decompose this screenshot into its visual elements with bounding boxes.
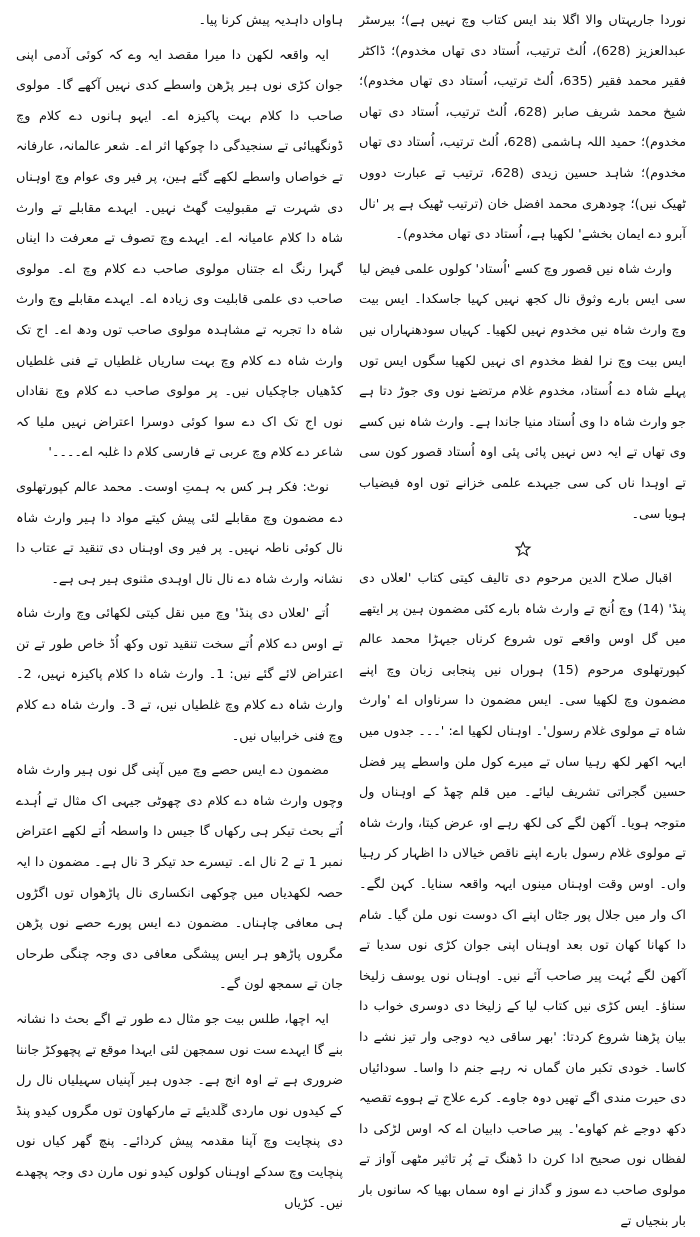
paragraph-continuation: ہاواں داہدیہ پیش کرنا پیا۔ — [198, 13, 343, 28]
paragraph-purpose: ایہ واقعہ لکھن دا میرا مقصد ایہ وے کہ کوئی آدمی اپنی جوان کڑی نوں ہیر پڑھن واسطے کدی نہیں آکھے گا۔ مولوی صاحب دا کلام بہت پاکیزہ اے۔ ایہو ہانوں دے کلام وچ ڈونگھیائی تے سنجیدگی دا چوکھا اثر اے۔ شعر عالمانہ، عارفانہ تے خواصاں واسطے لکھے گئے ہین، پر فیر وی عوام وچ اوہناں دی شہرت تے مقبولیت گھٹ نہیں۔ ایہدے مقابلے تے وارث شاہ دا کلام عامیانہ اے۔ ایہدے وچ تصوف تے معرفت دا ایناں گہرا رنگ اے جتناں مولوی صاحب دے کلام وچ اے۔ مولوی صاحب دی علمی قابلیت وی زیادہ اے۔ ایہدے مقابلے وچ وارث شاہ دا تجربہ تے مشاہدہ مولوی صاحب توں ودھ اے۔ اج تک وارث شاہ دے کلام وچ بہت ساریاں غلطیاں تے فنی غلطیاں کڈھیاں جاچکیاں نیں۔ پر مولوی صاحب دے کلام وچ نقاداں نوں اج تک اک دے سوا کوئی دوسرا اعتراض نہیں ملیا کہ شاعر دے کلام وچ عربی تے فارسی کلام دا غلبہ اے۔۔۔۔' — [16, 47, 343, 461]
paragraph-apology: مضمون دے ایس حصے وچ میں آپنی گل نوں ہیر وارث شاہ وچوں وارث شاہ دے کلام دی چھوٹی جیہی اک مثال تے اُہدے اُتے بحث تیکر ہی رکھاں گا جیس دا واسطہ اُتے لکھے اعتراض نمبر 1 تے 2 نال اے۔ تیسرے حد تیکر 3 نال ہے۔ مضمون دا ایہ حصہ لکھدیاں میں چوکھی انکساری نال پاڑھواں توں اگڑوں ہی معافی چاہناں۔ مضمون دے ایس پورے حصے نوں پڑھن مگروں پاڑھو ہر ایس پیشگی معافی دی وجہ چنگی طرحاں جان تے سمجھ لون گے۔ — [16, 763, 343, 993]
paragraph-laalan-di-pand: اقبال صلاح الدین مرحوم دی تالیف کیتی کتاب 'لعلاں دی پنڈ' (14) وچ اُنج تے وارث شاہ بارے کئی مضمون ہین پر ایتھے میں گل اوس واقعے توں شروع کرناں جیہڑا محمد عالم کپورتھلوی مرحوم (15) ہوراں نیں پنجابی زبان وچ اپنے مضمون وچ لکھیا سی۔ ایس مضمون دا سرناواں اے 'وارث شاہ تے مولوی غلام رسول'۔ اوہناں لکھیا اے: '۔۔۔ جدوں میں ایہہ اکھر لکھ رہیا ساں تے میرے کول ملن واسطے پیر فضل حسین گجراتی تشریف لیائے۔ میں قلم چھڈ کے اوہناں ول متوجہ ہویا۔ آکھن لگے کی لکھ رہے او، عرض کیتا، وارث شاہ تے مولوی غلام رسول بارے اپنے ناقص خیالاں دا اظہار کر رہیا واں۔ اوس وقت اوہناں مینوں ایہہ واقعہ سنایا۔ کہن لگے۔ اک وار میں جلال پور جٹاں اپنے اک دوست نوں ملن گیا۔ شام دا کھانا کھان توں بعد اوہناں اپنی جوان کڑی نوں سدیا تے آکھن لگے بُہت پیر صاحب آئے نیں۔ اوہناں نوں یوسف زلیخا سناؤ۔ ایس کڑی نیں کتاب لیا کے زلیخا دی دوسری خواب دا بیان پڑھنا شروع کردتا: 'بھر ساقی دیہ دوجی وار تیز نشے دا کاسا۔ خودی تکبر مان گماں نہ رہے جنم دا واسا۔ سودائیاں دی حیرت مندی اگے تھیں دوہ جاوے۔ کرے علاج تے ہووے تقصیہ دکھ دوجے غم کھاوے'۔ پیر صاحب دابیان اے کہ اوس لڑکی دا لفظاں نوں صحیح ادا کرن دا ڈھنگ تے پُر تاثیر مٹھی آواز تے مولوی صاحب دے سوز و گداز نے اوہ سماں بھیا کہ سانوں بار بار بنجیاں تے — [359, 571, 686, 1229]
paragraph-objections: اُتے 'لعلاں دی پنڈ' وچ میں نقل کیتی لکھائی وچ وارث شاہ تے اوس دے کلام اُتے سخت تنقید توں وکھ اُڈ خاص طور تے تن اعتراض لائے گئے نیں: 1۔ وارث شاہ دا کلام پاکیزہ نہیں، 2۔ وارث شاہ دے کلام وچ غلطیاں نیں، تے 3۔ وارث شاہ دے کلام وچ فنی خرابیاں نیں۔ — [16, 606, 344, 744]
paragraph-citations: نوردا جاریہتاں والا اگلا بند ایس کتاب وچ نہیں ہے)؛ بیرسٹر عبدالعزیز (628)، اُلٹ ترتیب، اُستاد دی تھاں مخدوم)؛ ڈاکٹر فقیر محمد فقیر (635، اُلٹ ترتیب، اُستاد دی تھاں مخدوم)؛ شیخ محمد شریف صابر (628، اُلٹ ترتیب، اُستاد دی تھاں مخدوم)؛ حمید اللہ ہاشمی (628، اُلٹ ترتیب، اُستاد دی تھاں مخدوم)؛ شاہد حسین زیدی (628، ترتیب تے عبارت دووں ٹھیک نیں)؛ چودھری محمد افضل خان (ترتیب ٹھیک ہے پر 'نال آبرو دے ایمان بخشے' لکھیا ہے، اُستاد دی تھاں مخدوم)۔ — [359, 13, 686, 243]
paragraph-note: نوٹ: فکر ہر کس بہ ہمتِ اوست۔ محمد عالم کپورتھلوی دے مضمون وچ مقابلے لئی پیش کیتے مواد دا ہیر وارث شاہ نال کوئی ناطہ نہیں۔ پر فیر وی اوہناں دی تنقید تے عتاب دا نشانہ وارث شاہ دے نال نال اوہدی مثنوی ہیر ہی ہے۔ — [16, 479, 343, 587]
section-separator — [359, 534, 686, 564]
right-column — [359, 6, 686, 1229]
paragraph-ustad-qasoor: وارث شاہ نیں قصور وچ کسے 'اُستاد' کولوں علمی فیض لیا سی ایس بارے وثوق نال کجھ نہیں کہیا جاسکدا۔ ایس بیت وچ وارث شاہ نیں مخدوم نہیں لکھیا۔ کہیاں سودھنہاراں نیں ایس بیت وچ نرا لفظ مخدوم ای نہیں لکھیا سگوں ایس توں پہلے شاہ دے اُستاد، مخدوم غلام مرتضےٰ نوں وی جوڑ دتا ہے جو وارث شاہ دا وی اُستاد منیا جاندا ہے۔ وارث شاہ نیں کسے وی تھاں تے ایہ دس نہیں پائی پئی اوہ اُستاد قصور کون سی تے اوہدا ناں کی سی جیہدے علمی خزانے توں اوہ فیضیاب ہویا سی۔ — [359, 261, 686, 522]
left-column — [16, 6, 344, 1211]
paragraph-context: ایہ اچھا، طلس بیت جو مثال دے طور تے اگے بحث دا نشانہ بنے گا ایہدے ست نوں سمجھن لئی ایہدا موقع تے پچھوکڑ جاننا ضروری ہے تے اوہ انج ہے۔ جدوں ہیر آپنیاں سہیلیاں نال رل کے کیدوں نوں ماردی گَلدیئے تے مارکھاون توں مگروں کیدو پنڈ دی پنچایت وچ آپنا مقدمہ پیش کردائے۔ پنچ گھر کیاں نوں پنچایت وچ سدکے اوہناں کولوں کیدو نوں مارن دی وجہ پچھدے نیں۔ کڑیاں — [16, 1012, 343, 1211]
star-icon — [515, 541, 531, 557]
